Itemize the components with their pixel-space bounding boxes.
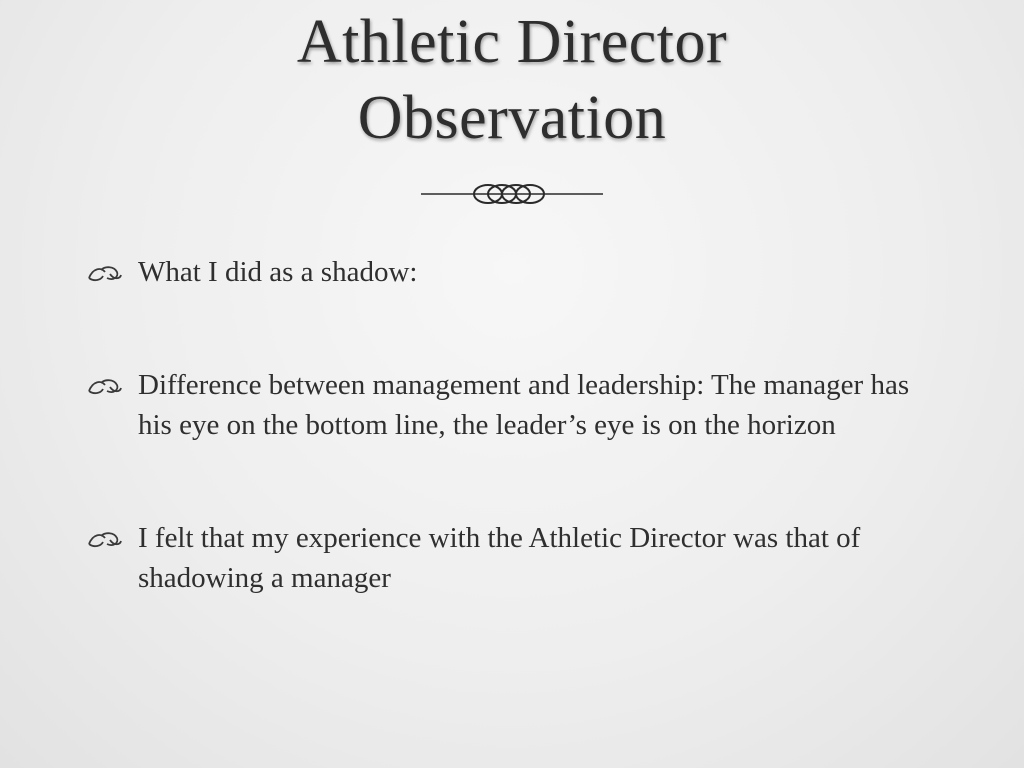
linked-rings-bullet-icon: [86, 376, 124, 396]
title-line-1: Athletic Director: [296, 8, 728, 76]
bullet-text: Difference between management and leadership: The manager has his eye on the bottom line, the leader’s eye is on the horizon: [138, 369, 910, 441]
ornamental-flourish-icon: [421, 180, 603, 210]
bullet-text: I felt that my experience with the Athletic Director was that of shadowing a manager: [138, 522, 861, 594]
slide-title: [112, 4, 912, 156]
title-line-2: Observation: [357, 84, 667, 152]
linked-rings-bullet-icon: [86, 263, 124, 283]
bullet-text: What I did as a shadow:: [138, 256, 418, 288]
linked-rings-bullet-icon: [86, 529, 124, 549]
